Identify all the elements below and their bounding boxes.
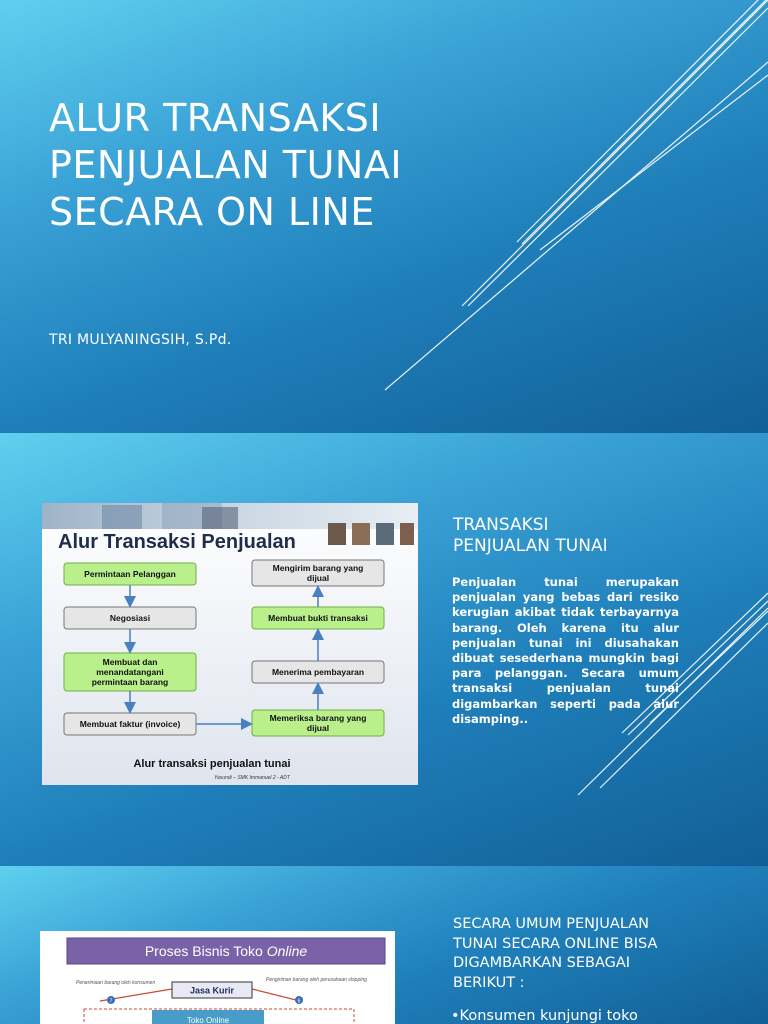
figure-title: Alur Transaksi Penjualan xyxy=(58,531,296,553)
flowchart-image xyxy=(42,503,418,785)
step-left-3-line2: menandatangani xyxy=(96,667,164,677)
business-process-svg xyxy=(40,931,395,1024)
slide3-bullet: •Konsumen kunjungi toko xyxy=(451,1008,638,1024)
marker-right-label: 6 xyxy=(297,998,301,1005)
process-title: Proses Bisnis Toko Online xyxy=(144,943,308,959)
figure-credit: Yasundi – SMK Immanuel 2 - ADT xyxy=(214,775,290,781)
step-right-1-line2: dijual xyxy=(306,573,330,583)
figure-caption: Alur transaksi penjualan tunai xyxy=(133,758,291,770)
title-line-2: PENJUALAN TUNAI xyxy=(49,143,403,187)
heading-line-2: PENJUALAN TUNAI xyxy=(453,536,608,556)
photo-thumb xyxy=(400,523,414,545)
step-left-4: Membuat faktur (invoice) xyxy=(79,719,181,729)
step-right-3: Menerima pembayaran xyxy=(271,667,365,677)
slide3-heading: SECARA UMUM PENJUALAN TUNAI SECARA ONLINE BISA DIGAMBARKAN SEBAGAI BERIKUT : xyxy=(453,916,658,991)
step-left-1: Permintaan Pelanggan xyxy=(84,569,176,579)
slide-online-process xyxy=(0,866,768,1024)
marker-left-label: 7 xyxy=(109,998,113,1005)
step-left-3-line1: Membuat dan xyxy=(102,657,158,667)
step-left-2: Negosiasi xyxy=(109,613,151,623)
photo-thumb xyxy=(328,523,346,545)
title-line-3: SECARA ON LINE xyxy=(49,190,375,234)
node-courier-label: Jasa Kurir xyxy=(189,985,235,996)
step-right-1-line1: Mengirim barang yang xyxy=(272,563,364,573)
photo-thumb xyxy=(352,523,370,545)
slide-title-text xyxy=(49,95,402,236)
business-process-image xyxy=(40,931,395,1024)
note-right: Pengiriman barang oleh perusahaan shipping xyxy=(266,977,367,983)
slide-transaction-flow xyxy=(0,433,768,866)
author-name: TRI MULYANINGSIH, S.Pd. xyxy=(49,332,232,348)
flowchart-svg xyxy=(42,503,418,785)
photo-thumb xyxy=(376,523,394,545)
note-left: Penerimaan barang oleh konsumen xyxy=(76,980,156,986)
slide2-body: Penjualan tunai merupakan penjualan yang bebas dari resiko kerugian akibat tidak terbayarnya barang. Oleh karena itu alur penjualan tunai ini diusahakan dibuat sesederhana mungkin bagi para pelanggan. Secara umum transaksi penjualan tunai digambarkan seperti pada alur disamping.. xyxy=(452,575,679,726)
title-line-1: ALUR TRANSAKSI xyxy=(49,96,382,140)
node-shop-label: Toko Online xyxy=(186,1016,230,1024)
heading-line-1: TRANSAKSI xyxy=(453,515,549,535)
step-right-4-line2: dijual xyxy=(306,723,330,733)
step-right-4-line1: Memeriksa barang yang xyxy=(269,713,367,723)
slide2-heading xyxy=(453,515,608,557)
step-left-3-line3: permintaan barang xyxy=(91,677,169,687)
step-right-2: Membuat bukti transaksi xyxy=(268,613,368,623)
slide-title xyxy=(0,0,768,433)
